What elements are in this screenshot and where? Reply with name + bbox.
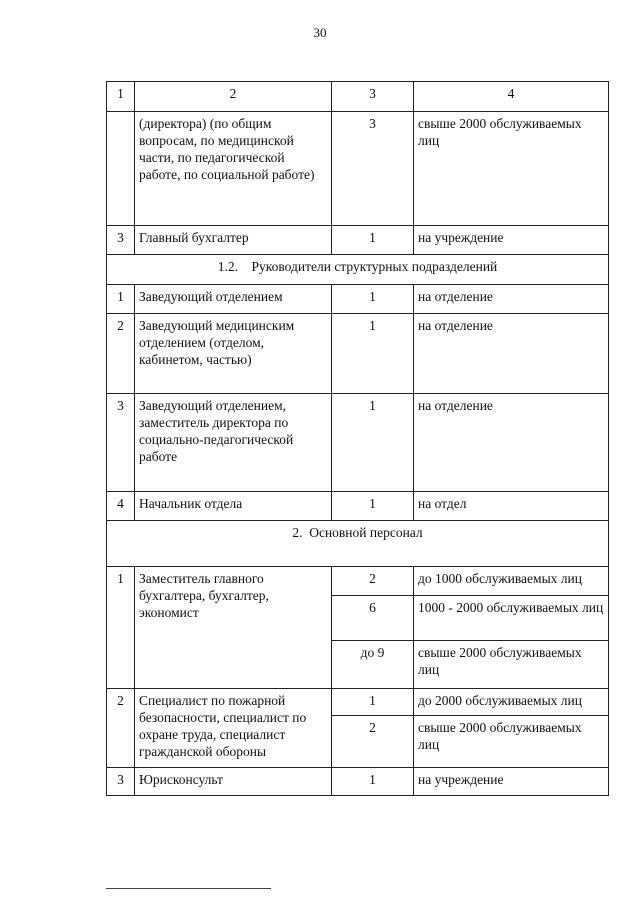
position-cell: Специалист по пожарной безопасности, специалист по охране труда, специалист гражданской обороны <box>135 689 332 768</box>
table-row <box>107 112 609 226</box>
norm-cell: на учреждение <box>414 226 609 255</box>
row-number: 3 <box>107 394 135 492</box>
section-title: 2. Основной персонал <box>107 521 609 567</box>
norm-cell: на отделение <box>414 285 609 314</box>
count-cell: 6 <box>332 596 414 641</box>
table-row <box>107 567 609 596</box>
position-cell: Юрисконсульт <box>135 768 332 796</box>
norm-cell: до 2000 обслуживаемых лиц <box>414 689 609 716</box>
table-row <box>107 768 609 796</box>
norm-cell: свыше 2000 обслуживаемых лиц <box>414 641 609 689</box>
page-number: 30 <box>313 25 327 40</box>
row-number: 4 <box>107 492 135 521</box>
count-cell: 3 <box>332 112 414 226</box>
position-cell: Главный бухгалтер <box>135 226 332 255</box>
row-number: 3 <box>107 226 135 255</box>
count-cell: 1 <box>332 226 414 255</box>
norm-cell: 1000 - 2000 обслуживаемых лиц <box>414 596 609 641</box>
position-cell: Заведующий медицинским отделением (отделом, кабинетом, частью) <box>135 314 332 394</box>
norm-cell: на отделение <box>414 394 609 492</box>
row-number <box>107 112 135 226</box>
count-cell: 2 <box>332 567 414 596</box>
table-row <box>107 285 609 314</box>
norm-cell: на отделение <box>414 314 609 394</box>
position-cell: Заведующий отделением, заместитель директора по социально-педагогической работе <box>135 394 332 492</box>
row-number: 1 <box>107 285 135 314</box>
position-cell: Заместитель главного бухгалтера, бухгалтер, экономист <box>135 567 332 689</box>
count-cell: 1 <box>332 394 414 492</box>
staffing-table <box>106 81 609 796</box>
count-cell: 1 <box>332 492 414 521</box>
table-row <box>107 226 609 255</box>
count-cell: до 9 <box>332 641 414 689</box>
row-number: 1 <box>107 567 135 689</box>
footnote-rule <box>106 888 271 889</box>
section-title: 1.2. Руководители структурных подразделений <box>107 255 609 285</box>
table-row <box>107 394 609 492</box>
header-col-1: 1 <box>107 82 135 112</box>
count-cell: 1 <box>332 285 414 314</box>
count-cell: 2 <box>332 716 414 768</box>
position-cell: Заведующий отделением <box>135 285 332 314</box>
norm-cell: на учреждение <box>414 768 609 796</box>
table-row <box>107 492 609 521</box>
norm-cell: свыше 2000 обслуживаемых лиц <box>414 716 609 768</box>
row-number: 2 <box>107 314 135 394</box>
header-col-4: 4 <box>414 82 609 112</box>
norm-cell: до 1000 обслуживаемых лиц <box>414 567 609 596</box>
position-cell: Начальник отдела <box>135 492 332 521</box>
header-col-3: 3 <box>332 82 414 112</box>
norm-cell: на отдел <box>414 492 609 521</box>
row-number: 2 <box>107 689 135 768</box>
section-row <box>107 521 609 567</box>
table-header-row <box>107 82 609 112</box>
norm-cell: свыше 2000 обслуживаемых лиц <box>414 112 609 226</box>
header-col-2: 2 <box>135 82 332 112</box>
count-cell: 1 <box>332 689 414 716</box>
count-cell: 1 <box>332 768 414 796</box>
table-row <box>107 689 609 716</box>
section-row <box>107 255 609 285</box>
row-number: 3 <box>107 768 135 796</box>
position-cell: (директора) (по общим вопросам, по медицинской части, по педагогической работе, по социальной работе) <box>135 112 332 226</box>
table-row <box>107 314 609 394</box>
count-cell: 1 <box>332 314 414 394</box>
